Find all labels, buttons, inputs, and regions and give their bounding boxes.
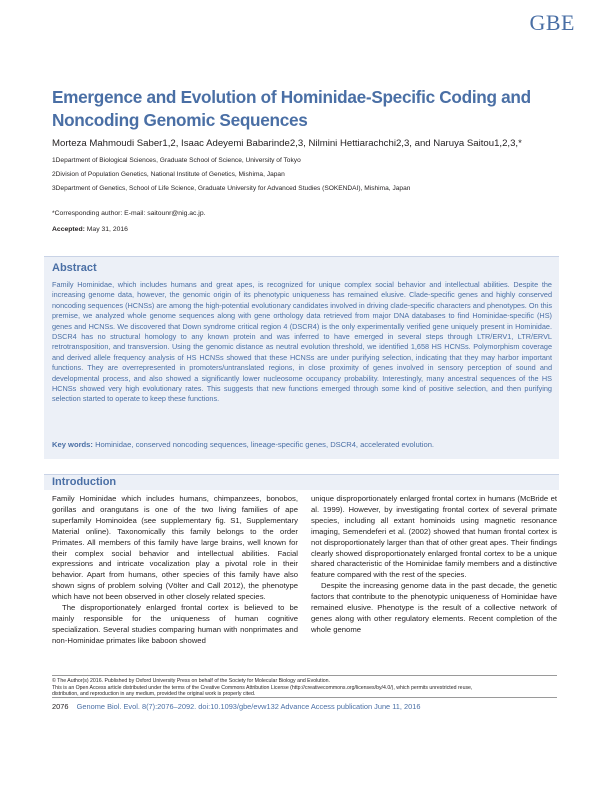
author-list: Morteza Mahmoudi Saber1,2, Isaac Adeyemi Babarinde2,3, Nilmini Hettiarachchi2,3, and Naruya Saitou1,2,3,* bbox=[52, 138, 522, 149]
page-number: 2076 bbox=[52, 702, 69, 711]
accepted-date-line bbox=[52, 226, 128, 233]
paragraph: Family Hominidae which includes humans, chimpanzees, bonobos, gorillas and orangutans is one of the two living families of ape superfamily Hominoidea (see supplementary fig. S1, Supplementary Material online). Taxonomically this family belongs to the order Primates. All members of this family have large brains, well known for their complex social behavior and intellectual abilities. Facial expressions and intricate vocalization play a pivotal role in their behavior. Apart from humans, other species of this family have also shown signs of problem solving (Völter and Call 2012), the phenotype which have not been observed in other closely related species. bbox=[52, 494, 298, 602]
introduction-panel bbox=[44, 474, 559, 490]
body-column-right bbox=[311, 494, 557, 636]
introduction-heading: Introduction bbox=[52, 476, 117, 488]
abstract-text: Family Hominidae, which includes humans and great apes, is recognized for unique complex social behavior and intellectual abilities. Despite the increasing genome data, however, the genomic origin of its phenotypic uniqueness has remained elusive. Clade-specific genes and highly conserved noncoding sequences (HCNSs) are among the high-potential evolutionary candidates involved in driving clade-specific characters and phenotypes. On this premise, we analyzed whole genome sequences along with gene orthology data retrieved from major DNA databases to find Hominidae-specific (HS) genes and HCNSs. We discovered that Down syndrome critical region 4 (DSCR4) is the only experimentally verified gene uniquely present in Hominidae. DSCR4 has no structural homology to any known protein and was inferred to have emerged in several steps through LTR/ERV1, LTR/ERVL retrotransposition, and transversion. Using the genomic distance as neutral evolution threshold, we identified 1,658 HS HCNSs. Polymorphism coverage and derived allele frequency analysis of HS HCNSs showed that these HCNSs are under purifying selection, indicating that they may harbor important functions. They are overrepresented in promoters/untranslated regions, in close proximity of genes involved in sensory perception of sound and developmental process, and also showed a significantly lower nucleosome occupancy probability. Interestingly, many ancestral sequences of the HS HCNSs showed very high evolutionary rates. This suggests that new functions emerged through some kind of positive selection, and then purifying selection started to operate to keep these functions. bbox=[52, 280, 552, 404]
footer-divider bbox=[52, 697, 557, 698]
accepted-label: Accepted: bbox=[52, 226, 85, 233]
keywords-label: Key words: bbox=[52, 440, 93, 449]
paragraph: The disproportionately enlarged frontal cortex is believed to be mainly responsible for the uniqueness of human cognitive specialization. Several studies comparing human with nonprimates and non-Hominidae primates like baboon showed bbox=[52, 603, 298, 645]
article-title: Emergence and Evolution of Hominidae-Specific Coding and Noncoding Genomic Sequences bbox=[52, 87, 531, 130]
corresponding-author: *Corresponding author: E-mail: saitounr@nig.ac.jp. bbox=[52, 210, 206, 217]
license-note: This is an Open Access article distributed under the terms of the Creative Commons Attribution License (http://creativecommons.org/licenses/by/4.0/), which permits unrestricted reuse, bbox=[52, 685, 473, 691]
accepted-date: May 31, 2016 bbox=[86, 226, 128, 233]
affiliation-2: 2Division of Population Genetics, National Institute of Genetics, Mishima, Japan bbox=[52, 171, 285, 178]
page-footer bbox=[52, 702, 420, 711]
paragraph: Despite the increasing genome data in the past decade, the genetic factors that contribute to the phenotypic uniqueness of Hominidae have remained elusive. Phenotype is the result of a collective network of genes along with other regulatory elements. Recent completion of the whole genome bbox=[311, 581, 557, 634]
journal-logo: GBE bbox=[529, 10, 575, 35]
affiliation-1: 1Department of Biological Sciences, Graduate School of Science, University of Tokyo bbox=[52, 157, 301, 164]
affiliation-3: 3Department of Genetics, School of Life Science, Graduate University for Advanced Studies (SOKENDAI), Mishima, Japan bbox=[52, 185, 411, 192]
abstract-heading: Abstract bbox=[52, 262, 97, 274]
journal-citation: Genome Biol. Evol. 8(7):2076–2092. doi:10.1093/gbe/evw132 Advance Access publication June 11, 2016 bbox=[76, 702, 421, 711]
body-column-left bbox=[52, 494, 298, 647]
license-note-cont: distribution, and reproduction in any medium, provided the original work is properly cited. bbox=[52, 691, 256, 697]
keywords-line bbox=[52, 440, 552, 449]
keywords-text: Hominidae, conserved noncoding sequences, lineage-specific genes, DSCR4, accelerated evolution. bbox=[95, 440, 435, 449]
paragraph: unique disproportionately enlarged frontal cortex in humans (McBride et al. 1999). However, by investigating frontal cortex of several primate species, including all extant hominoids using magnetic resonance imaging, Semendeferi et al. (2002) showed that human frontal cortex is not disproportionately larger than that of other great apes. Their findings clearly showed disproportionately enlarged frontal cortex to be a unique shared characteristic of the Hominidae family members and a distinctive feature compared with the rest of the species. bbox=[311, 494, 557, 580]
copyright-note: © The Author(s) 2016. Published by Oxford University Press on behalf of the Society for Molecular Biology and Evolution. bbox=[52, 678, 330, 684]
footnote-divider bbox=[52, 675, 557, 676]
